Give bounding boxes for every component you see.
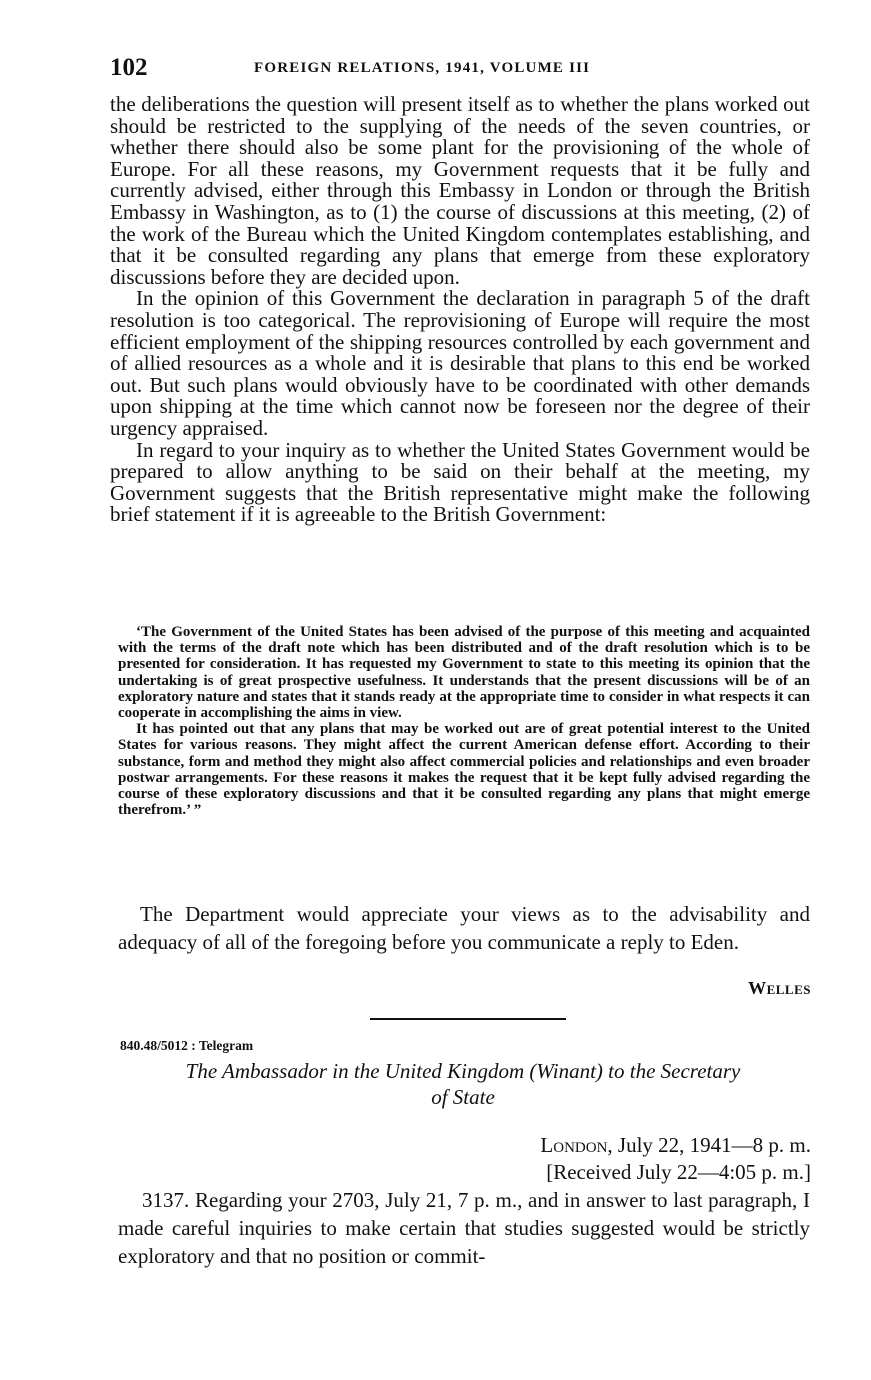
telegram-paragraph: 3137. Regarding your 2703, July 21, 7 p. m., and in answer to last paragraph, I made careful inquiries to make certain that studies suggested would be strictly exploratory and that no position or commit- — [118, 1188, 810, 1268]
dateline-sent — [540, 1132, 811, 1159]
closing-section — [118, 900, 810, 956]
document-title-line-2: of State — [431, 1085, 495, 1109]
signature: Welles — [748, 978, 811, 998]
dateline — [540, 1132, 811, 1186]
file-reference: 840.48/5012 : Telegram — [120, 1038, 254, 1053]
quote-paragraph-2: It has pointed out that any plans that may be worked out are of great potential interest to the United States for various reasons. They might affect the current American defense effort. According to their substance, form and method they might also affect commercial policies and relationships and even broader postwar arrangements. For these reasons it makes the request that it be kept fully advised regarding the course of these exploratory discussions and that it be consulted regarding any plans that might emerge therefrom.’ ” — [118, 721, 810, 819]
document-title — [110, 1058, 816, 1110]
running-head: FOREIGN RELATIONS, 1941, VOLUME III — [254, 60, 591, 76]
main-body — [110, 94, 810, 526]
telegram-body — [118, 1186, 810, 1270]
dateline-date: , July 22, 1941—8 p. m. — [607, 1133, 811, 1157]
closing-paragraph: The Department would appreciate your views as to the advisability and adequacy of all of the foregoing before you communicate a reply to Eden. — [118, 902, 810, 954]
body-paragraph-2: In the opinion of this Government the declaration in paragraph 5 of the draft resolution is too categorical. The reprovisioning of Europe will require the most efficient employment of the shipping resources controlled by each government and of allied resources as a whole and it is desirable that plans to this end be worked out. But such plans would obviously have to be coordinated with other demands upon shipping at the time which cannot now be foreseen nor the degree of their urgency appraised. — [110, 286, 810, 440]
quoted-statement — [118, 624, 810, 818]
dateline-place: London — [540, 1133, 608, 1157]
body-paragraph-1: the deliberations the question will present itself as to whether the plans worked out should be restricted to the supplying of the needs of the seven countries, or whether there should also be some plant for the provisioning of the whole of Europe. For all these reasons, my Government requests that it be fully and currently advised, either through this Embassy in London or through the British Embassy in Washington, as to (1) the course of discussions at this meeting, (2) of the work of the Bureau which the United Kingdom contemplates establishing, and that it be consulted regarding any plans that emerge from these exploratory discussions before they are decided upon. — [110, 92, 810, 289]
page-header — [110, 54, 810, 86]
page-number: 102 — [110, 54, 148, 81]
section-divider — [370, 1018, 566, 1020]
dateline-received: [Received July 22—4:05 p. m.] — [546, 1160, 811, 1184]
quote-paragraph-1: ‘The Government of the United States has been advised of the purpose of this meeting and acquainted with the terms of the draft note which has been distributed and of the draft resolution which is to be presented for consideration. It has requested my Government to state to this meeting its opinion that the undertaking is of great prospective usefulness. It understands that the present discussions will be of an exploratory nature and states that it stands ready at the appropriate time to consider in what respects it can cooperate in accomplishing the aims in view. — [118, 624, 810, 722]
document-title-line-1: The Ambassador in the United Kingdom (Winant) to the Secretary — [185, 1059, 741, 1083]
body-paragraph-3: In regard to your inquiry as to whether the United States Government would be prepared to allow anything to be said on their behalf at the meeting, my Government suggests that the British representative might make the following brief statement if it is agreeable to the British Government: — [110, 437, 810, 527]
